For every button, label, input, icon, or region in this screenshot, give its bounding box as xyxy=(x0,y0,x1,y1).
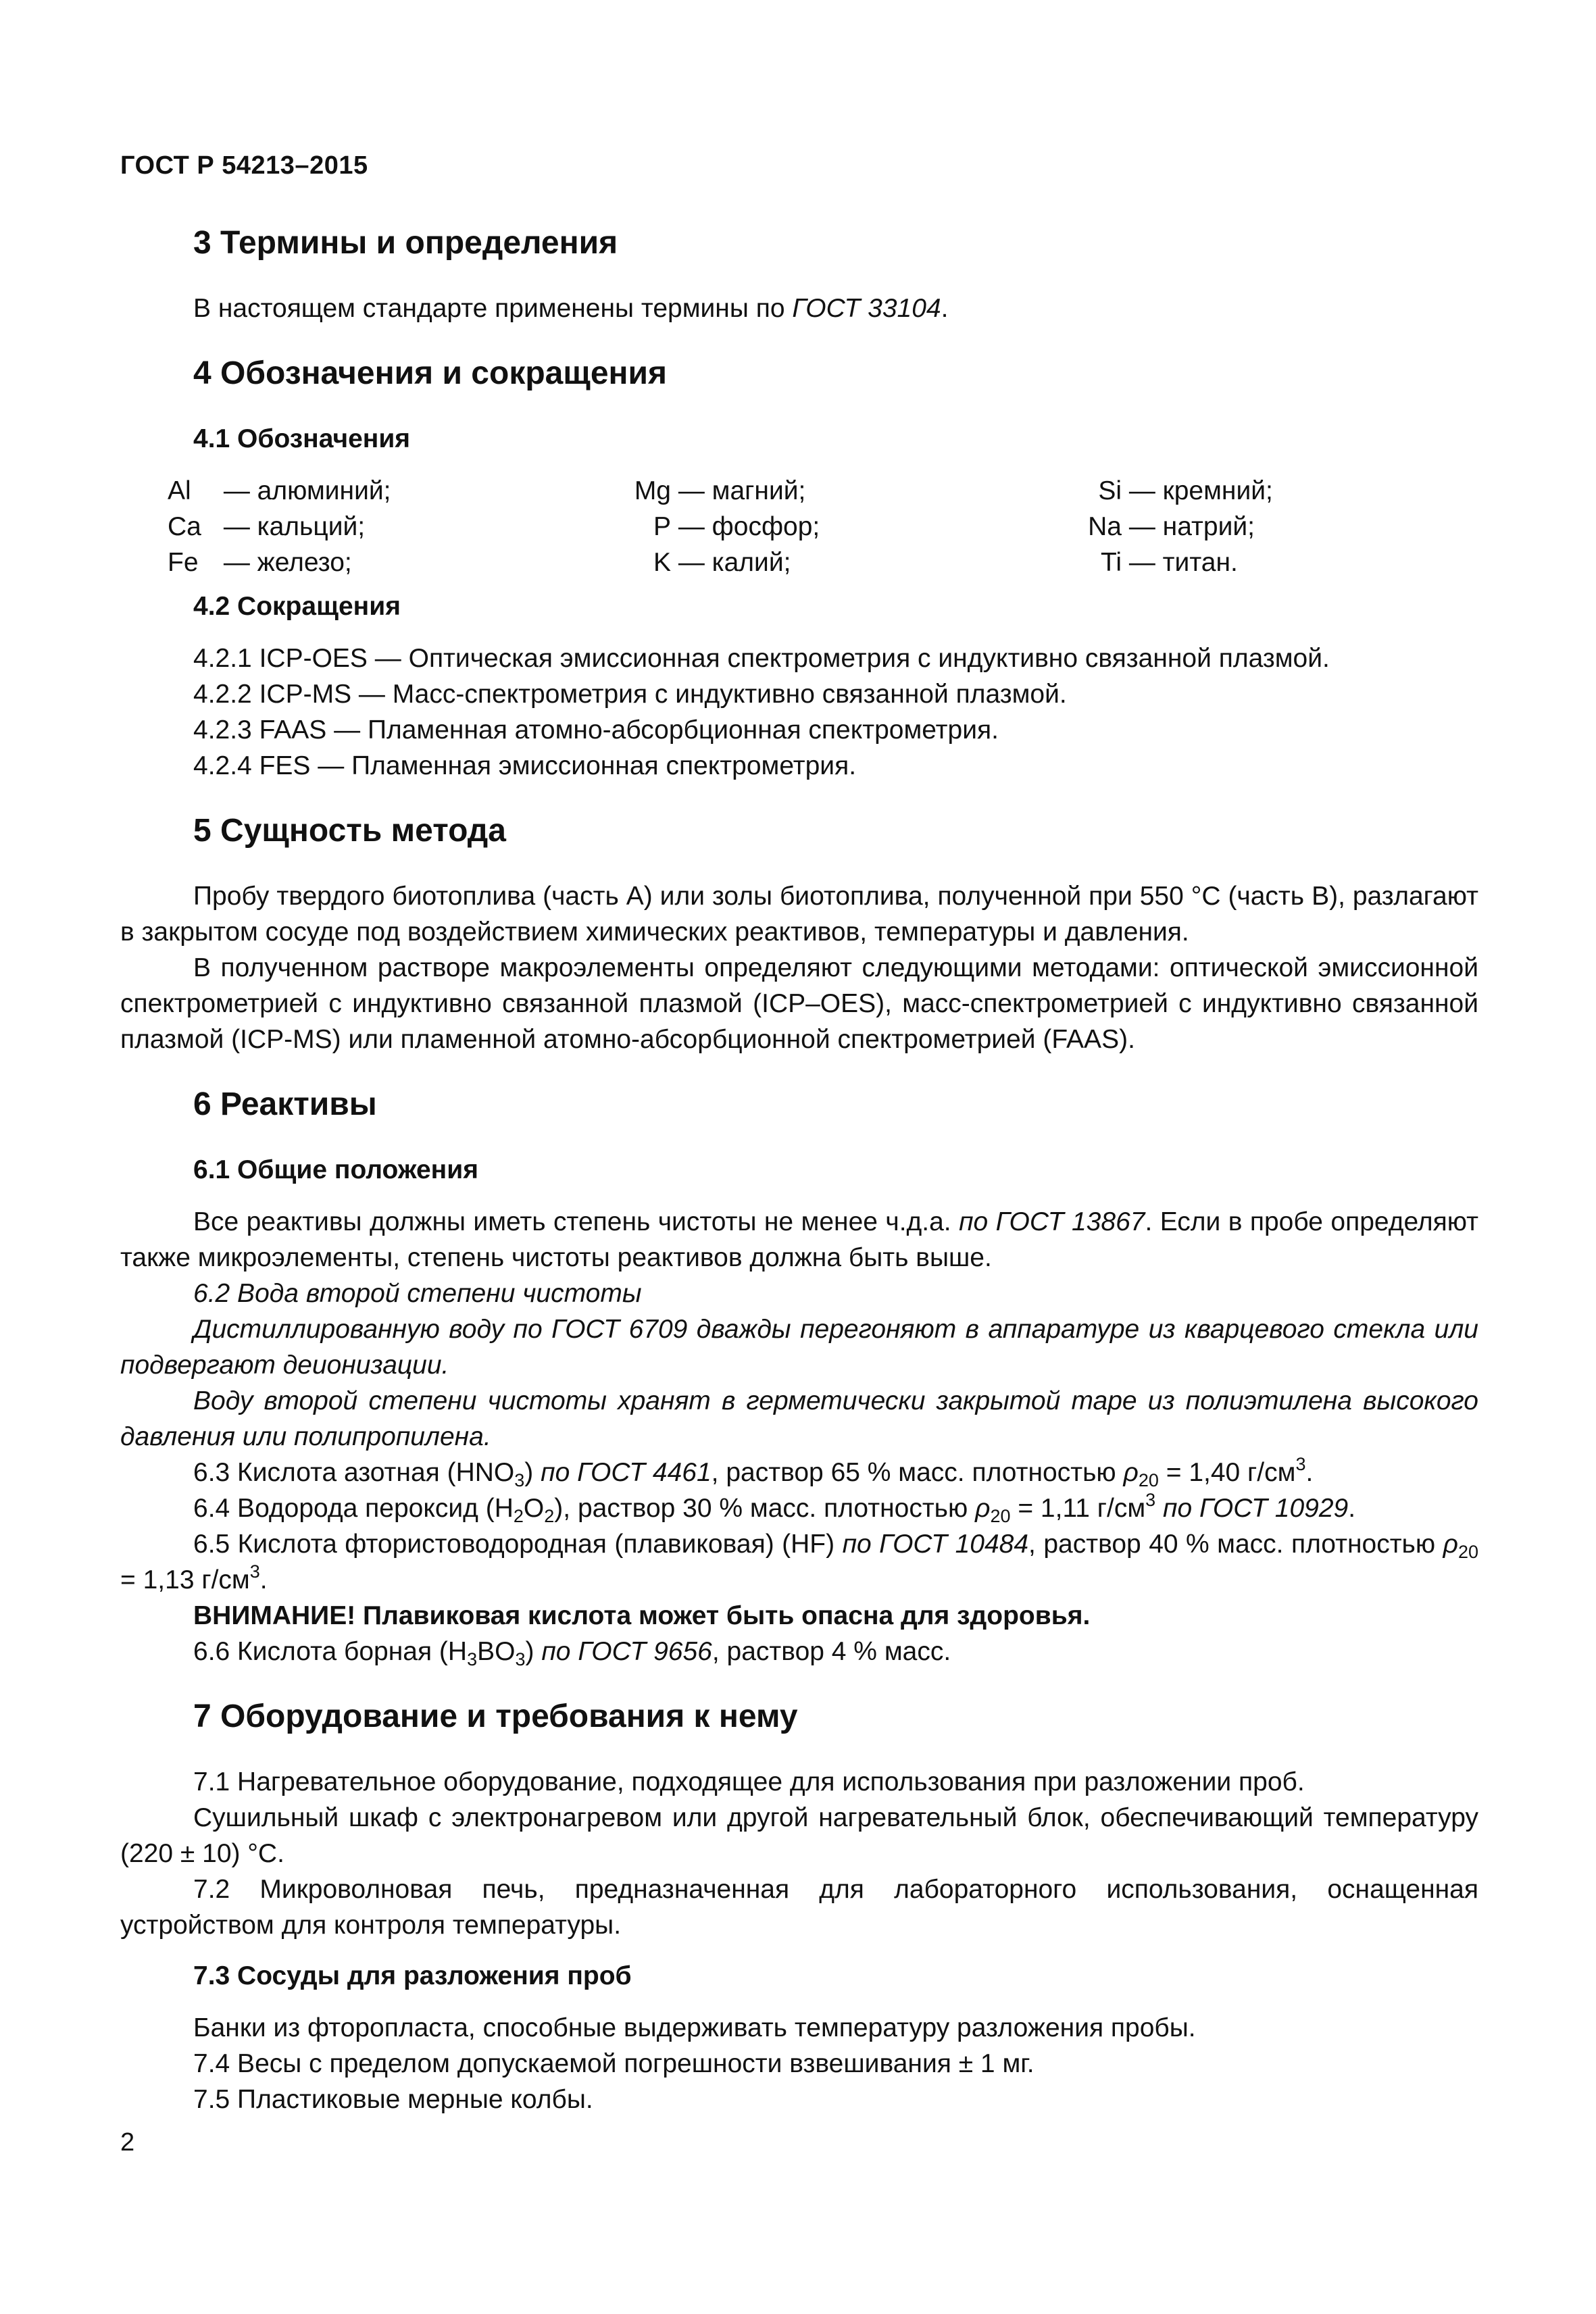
standard-code-header: ГОСТ Р 54213–2015 xyxy=(120,151,368,180)
section-5-title: 5 Сущность метода xyxy=(193,813,506,849)
section-6-2-paragraph-2: Воду второй степени чистоты хранят в герметически закрытой таре из полиэтилена высокого давления или полипропилена. xyxy=(120,1386,1478,1451)
section-5-paragraph-1: Пробу твердого биотоплива (часть А) или золы биотоплива, полученной при 550 °С (часть В), разлагают в закрытом сосуде под воздействием химических реактивов, температуры и давления. xyxy=(120,882,1478,947)
section-7-1-detail: Сушильный шкаф с электронагревом или другой нагревательный блок, обеспечивающий температуру (220 ± 10) °С. xyxy=(120,1803,1478,1868)
abbreviation-item: 4.2.2 ICP-MS — Масс-спектрометрия с индуктивно связанной плазмой. xyxy=(193,680,1067,709)
symbol-row: Fe — железо; xyxy=(168,548,352,577)
section-3-title: 3 Термины и определения xyxy=(193,225,618,261)
section-6-1-title: 6.1 Общие положения xyxy=(193,1155,478,1184)
symbols-table xyxy=(120,473,1478,580)
section-7-3-text: Банки из фторопласта, способные выдерживать температуру разложения пробы. xyxy=(193,2013,1196,2042)
gost-reference: по ГОСТ 10929 xyxy=(1163,1494,1349,1523)
gost-reference: по ГОСТ 9656 xyxy=(541,1637,712,1666)
section-5-paragraph-2: В полученном растворе макроэлементы определяют следующими методами: оптической эмиссионной спектрометрией с индуктивно связанной плазмой (ICP–OES), масс-спектрометрией с индуктивно связанной плазмой (ICP-MS) или пламенной атомно-абсорбционной спектрометрией (FAAS). xyxy=(120,953,1478,1054)
gost-reference: по ГОСТ 4461 xyxy=(541,1458,712,1487)
section-7-4-text: 7.4 Весы с пределом допускаемой погрешности взвешивания ± 1 мг. xyxy=(193,2049,1034,2078)
symbol-row: Ca — кальций; xyxy=(168,512,366,541)
section-6-4-text: 6.4 Водорода пероксид $(H_2O_2)$, раствор 30 % масс. плотностью $\rho_{20} = 1,11$ $г/см^3$ по ГОСТ 10929. xyxy=(193,1490,1356,1526)
section-7-title: 7 Оборудование и требования к нему xyxy=(193,1699,798,1734)
section-4-1-title: 4.1 Обозначения xyxy=(193,424,411,453)
page-number: 2 xyxy=(120,2128,135,2157)
section-7-2-text: 7.2 Микроволновая печь, предназначенная для лабораторного использования, оснащенная устройством для контроля температуры. xyxy=(120,1875,1478,1940)
gost-reference: ГОСТ 33104 xyxy=(792,294,941,323)
section-6-2-paragraph-1: Дистиллированную воду по ГОСТ 6709 дважды перегоняют в аппаратуре из кварцевого стекла или подвергают деионизации. xyxy=(120,1315,1478,1380)
document-body xyxy=(120,223,1478,2117)
abbreviation-item: 4.2.4 FES — Пламенная эмиссионная спектрометрия. xyxy=(193,751,857,780)
section-4-2-title: 4.2 Сокращения xyxy=(193,592,401,621)
section-6-2-title: 6.2 Вода второй степени чистоты xyxy=(193,1279,642,1308)
symbol-row: Al — алюминий; xyxy=(168,476,391,505)
symbol-row: Mg — магний; xyxy=(634,476,806,505)
gost-reference: по ГОСТ 13867 xyxy=(959,1207,1145,1236)
section-7-1-text: 7.1 Нагревательное оборудование, подходящее для использования при разложении проб. xyxy=(193,1767,1305,1796)
section-3-text: В настоящем стандарте применены термины по ГОСТ 33104. xyxy=(193,294,949,323)
symbol-row: Si — кремний; xyxy=(1098,476,1273,505)
warning-text: ВНИМАНИЕ! Плавиковая кислота может быть опасна для здоровья. xyxy=(193,1601,1091,1630)
section-7-3-title: 7.3 Сосуды для разложения проб xyxy=(193,1961,632,1990)
symbol-row: K — калий; xyxy=(653,548,791,577)
section-6-6-text: 6.6 Кислота борная $(H_3BO_3)$ по ГОСТ 9656, раствор 4 % масс. xyxy=(193,1637,951,1669)
gost-reference: по ГОСТ 10484 xyxy=(842,1530,1029,1559)
section-7-5-text: 7.5 Пластиковые мерные колбы. xyxy=(193,2085,593,2114)
symbol-row: P — фосфор; xyxy=(653,512,820,541)
section-4-title: 4 Обозначения и сокращения xyxy=(193,355,668,391)
section-6-1-text: Все реактивы должны иметь степень чистоты не менее ч.д.а. по ГОСТ 13867. Если в пробе определяют также микроэлементы, степень чистоты реактивов должна быть выше. xyxy=(120,1207,1478,1272)
section-6-5-text: 6.5 Кислота фтористоводородная (плавиковая) (HF) по ГОСТ 10484, раствор 40 % масс. плотностью $\rho_{20} = 1,13$ $г/см^3$. xyxy=(120,1530,1478,1594)
symbol-row: Ti — титан. xyxy=(1100,548,1238,577)
section-6-title: 6 Реактивы xyxy=(193,1086,377,1122)
abbreviation-item: 4.2.1 ICP-OES — Оптическая эмиссионная спектрометрия с индуктивно связанной плазмой. xyxy=(193,644,1330,673)
symbol-row: Na — натрий; xyxy=(1088,512,1255,541)
abbreviation-item: 4.2.3 FAAS — Пламенная атомно-абсорбционная спектрометрия. xyxy=(193,715,999,745)
section-6-3-text: 6.3 Кислота азотная $(HNO_3)$ по ГОСТ 4461, раствор 65 % масс. плотностью $\rho_{20} = 1,40$ $г/см^3$. xyxy=(193,1454,1314,1490)
